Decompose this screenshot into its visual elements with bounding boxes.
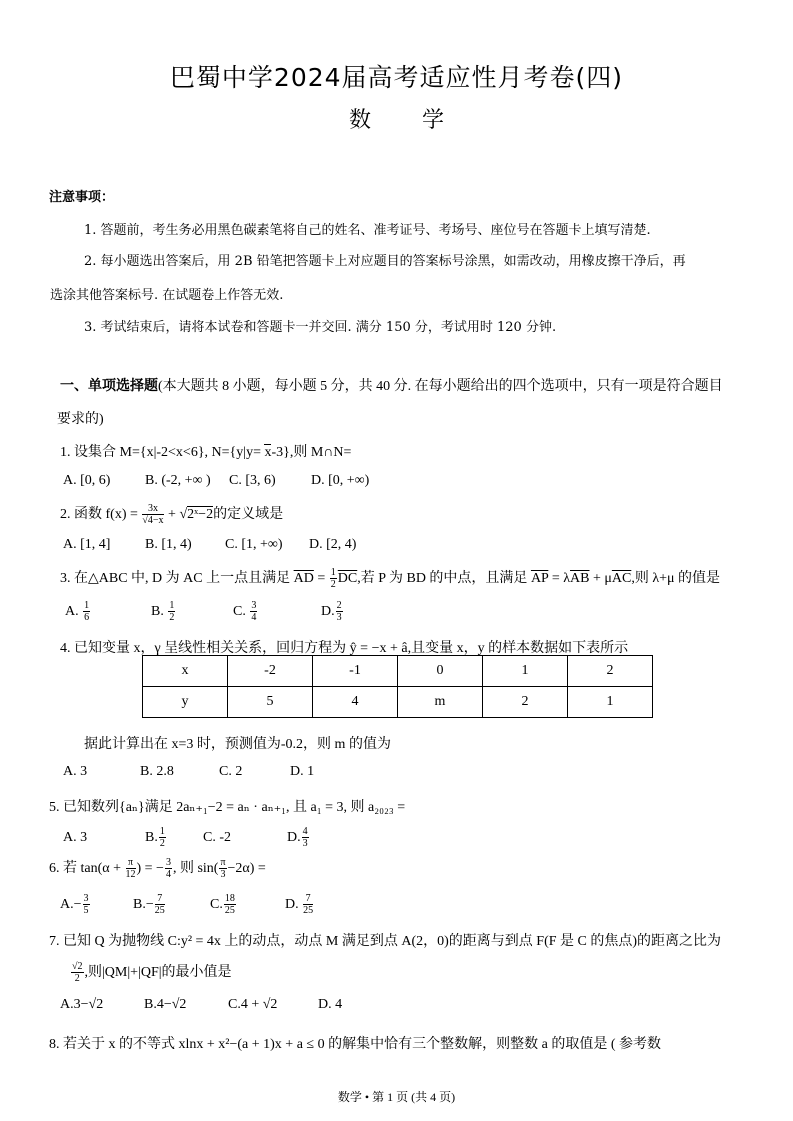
section-desc-a: (本大题共 8 小题，每小题 5 分，共 40 分. 在每小题给出的四个选项中，只有一项是符合题目 xyxy=(158,379,723,394)
table-cell: 0 xyxy=(398,656,483,687)
question-4-options xyxy=(63,764,314,780)
q7-option-d: D. 4 xyxy=(318,997,343,1012)
question-6-options xyxy=(60,893,314,916)
q6-option-a: A.− $\frac{3}{5}$ xyxy=(60,893,89,916)
q3-option-c: C. $\frac{3}{4}$ xyxy=(233,600,257,623)
question-7-options xyxy=(60,997,342,1013)
q6-option-c: C. $\frac{18}{25}$ xyxy=(210,893,235,916)
q2-option-b: B. [1, 4) xyxy=(145,537,192,552)
table-row xyxy=(143,656,653,687)
q1-option-a: A. [0, 6) xyxy=(63,473,111,488)
question-7-stem-2: $\frac{√2}{2}$ ,则|QM|+|QF|的最小值是 xyxy=(72,961,232,985)
table-cell: -2 xyxy=(228,656,313,687)
table-cell: 5 xyxy=(228,687,313,718)
question-5-stem: 5. 已知数列{aₙ}满足 2aₙ₊₁−2 = aₙ · aₙ₊₁, 且 a₁ = 3, 则 a₂₀₂₃ = xyxy=(49,800,406,815)
fraction: $\frac{3x}{√4-x}$ xyxy=(142,503,164,527)
table-cell: -1 xyxy=(313,656,398,687)
question-4-follow: 据此计算出在 x=3 时，预测值为-0.2，则 m 的值为 xyxy=(84,737,391,752)
question-8-stem: 8. 若关于 x 的不等式 xlnx + x²−(a + 1)x + a ≤ 0 的解集中恰有三个整数解，则整数 a 的取值是 ( 参考数 xyxy=(49,1037,661,1052)
table-cell: y xyxy=(143,687,228,718)
sample-data-table xyxy=(142,655,653,718)
section-heading: 一、单项选择题 xyxy=(60,378,158,394)
q4-option-b: B. 2.8 xyxy=(140,764,174,779)
q2-option-a: A. [1, 4] xyxy=(63,537,111,552)
q1-option-b: B. (-2, +∞ ) xyxy=(145,473,211,488)
table-row xyxy=(143,687,653,718)
question-1-options xyxy=(63,473,369,489)
note-3: 3. 考试结束后，请将本试卷和答题卡一并交回. 满分 150 分，考试用时 120 分钟. xyxy=(84,320,557,335)
note-1: 1. 答题前，考生务必用黑色碳素笔将自己的姓名、准考证号、考场号、座位号在答题卡上填写清楚. xyxy=(84,223,651,238)
q1-option-c: C. [3, 6) xyxy=(229,473,276,488)
q6-option-d: D. $\frac{7}{25}$ xyxy=(285,893,314,916)
question-3-stem: 3. 在△ABC 中, D 为 AC 上一点且满足 $\overline{AD}$ = $\frac{1}{2}$ $\overline{DC}$,若 P 为 BD 的中点，且满足 $\overline{AP} = \lambda\overline{AB} + \mu\overline{AC}$,则 λ+μ 的值是 xyxy=(60,567,721,591)
notes-heading: 注意事项： xyxy=(49,190,115,205)
question-4-stem: 4. 已知变量 x，γ 呈线性相关关系，回归方程为 ŷ = −x + â,且变量 x，y 的样本数据如下表所示 xyxy=(60,641,629,656)
table-cell: m xyxy=(398,687,483,718)
question-5-options xyxy=(63,826,310,849)
sqrt-x: x xyxy=(264,445,272,460)
note-2b: 选涂其他答案标号. 在试题卷上作答无效. xyxy=(50,288,284,303)
page-title: 巴蜀中学2024届高考适应性月考卷(四) xyxy=(169,63,624,92)
q5-option-d: D. $\frac{4}{3}$ xyxy=(287,826,308,849)
question-6-stem: 6. 若 tan(α + $\frac{\pi}{12}$ ) = − $\frac{3}{4}$ , 则 sin( $\frac{\pi}{3}$ −2α) = xyxy=(49,857,266,881)
question-2-options xyxy=(63,537,356,553)
section-header xyxy=(60,375,723,395)
table-cell: x xyxy=(143,656,228,687)
table-cell: 2 xyxy=(483,687,568,718)
q4-option-d: D. 1 xyxy=(290,764,315,779)
q4-option-a: A. 3 xyxy=(63,764,88,779)
q3-option-a: A. $\frac{1}{6}$ xyxy=(65,600,90,623)
q6-option-b: B.− $\frac{7}{25}$ xyxy=(133,893,165,916)
q7-option-a: A.3−√2 xyxy=(60,997,104,1012)
page-footer: 数学 • 第 1 页 (共 4 页) xyxy=(337,1090,456,1104)
q2-option-c: C. [1, +∞) xyxy=(225,537,283,552)
table-cell: 2 xyxy=(568,656,653,687)
table-cell: 1 xyxy=(568,687,653,718)
note-2a: 2. 每小题选出答案后，用 2B 铅笔把答题卡上对应题目的答案标号涂黑，如需改动，用橡皮擦干净后，再 xyxy=(84,254,686,269)
section-desc-b: 要求的) xyxy=(57,412,104,427)
q1-option-d: D. [0, +∞) xyxy=(311,473,370,488)
q7-option-b: B.4−√2 xyxy=(144,997,187,1012)
q5-option-c: C. -2 xyxy=(203,829,231,845)
question-3-options xyxy=(65,600,344,623)
q7-option-c: C.4 + √2 xyxy=(228,997,278,1012)
q3-option-b: B. $\frac{1}{2}$ xyxy=(151,600,175,623)
q5-option-a: A. 3 xyxy=(63,829,88,845)
question-1-stem: 1. 设集合 M={x|-2<x<6}, N={y|y= x-3},则 M∩N= xyxy=(60,445,352,460)
table-cell: 4 xyxy=(313,687,398,718)
q4-option-c: C. 2 xyxy=(219,764,243,779)
q2-option-d: D. [2, 4) xyxy=(309,537,357,552)
q5-option-b: B. $\frac{1}{2}$ xyxy=(145,826,165,849)
q3-option-d: D. $\frac{2}{3}$ xyxy=(321,600,342,623)
subject-title: 数 学 xyxy=(349,108,466,133)
question-2-stem: 2. 函数 f(x) = $\frac{3x}{√4-x}$ + √2ˣ−2的定义域是 xyxy=(60,503,284,527)
table-cell: 1 xyxy=(483,656,568,687)
question-7-stem: 7. 已知 Q 为抛物线 C:y² = 4x 上的动点，动点 M 满足到点 A(2，0)的距离与到点 F(F 是 C 的焦点)的距离之比为 xyxy=(49,934,722,949)
